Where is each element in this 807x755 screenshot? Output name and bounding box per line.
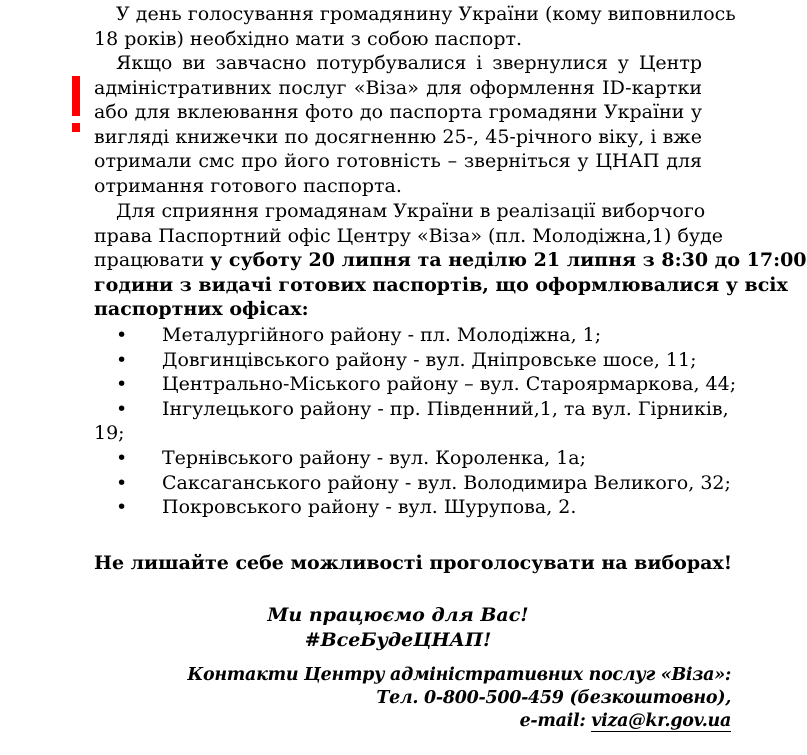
paragraph-line: вигляді книжечки по досягненню 25-, 45-річного віку, і вже — [94, 125, 702, 148]
bullet-icon: • — [116, 446, 128, 469]
exclamation-dot — [72, 123, 80, 132]
paragraph-line: У день голосування громадянину України (кому виповнилось — [116, 3, 736, 25]
list-item — [94, 372, 737, 397]
list-item — [94, 348, 702, 373]
contacts-phone: Тел. 0-800-500-459 (безкоштовно), — [376, 688, 731, 708]
list-item — [94, 323, 702, 348]
paragraph-line: адміністративних послуг «Віза» для оформлення ID-картки — [94, 76, 702, 99]
office-address: Тернівського району - вул. Короленка, 1а; — [162, 446, 587, 469]
bullet-icon: • — [116, 348, 128, 371]
passport-offices-list — [94, 323, 737, 520]
exclamation-mark-icon — [72, 76, 80, 132]
paragraph-line: паспортних офісах: — [94, 298, 309, 321]
hours-lead-text: працювати — [94, 249, 211, 272]
paragraph-line: Якщо ви завчасно потурбувалися і звернулися у Центр — [116, 52, 702, 74]
paragraph-line: Для сприяння громадянам України в реалізації виборчого — [116, 200, 706, 222]
paragraph-passport-needed — [94, 2, 736, 51]
vote-callout: Не лишайте себе можливості проголосувати на виборах! — [94, 552, 733, 574]
paragraph-id-card-pickup — [94, 51, 702, 199]
hours-bold-text: у суботу 20 липня та неділю 21 липня з 8:30 до 17:00 — [210, 249, 807, 272]
office-address: Саксаганського району - вул. Володимира Великого, 32; — [162, 471, 731, 494]
slogan-hashtag: #ВсеБудеЦНАП! — [304, 629, 492, 651]
exclamation-bar — [72, 76, 80, 116]
office-address: Інгулецького району - пр. Південний,1, та вул. Гірників, — [162, 397, 729, 420]
email-label: e-mail: — [519, 711, 592, 731]
office-address: Довгинцівського району - вул. Дніпровське шосе, 11; — [162, 348, 697, 371]
office-address: Центрально-Міського району – вул. Староярмаркова, 44; — [162, 373, 737, 396]
bullet-icon: • — [116, 397, 128, 420]
paragraph-line: або для вклеювання фото до паспорта громадяни України у — [94, 101, 702, 124]
contacts-heading: Контакти Центру адміністративних послуг «Віза»: — [187, 665, 731, 685]
slogan-we-work: Ми працюємо для Вас! — [267, 604, 529, 626]
bullet-icon: • — [116, 324, 128, 346]
contacts-email — [131, 709, 731, 734]
list-item — [94, 446, 702, 471]
paragraph-line: 18 років) необхідно мати з собою паспорт. — [94, 27, 523, 50]
paragraph-line: отримання готового паспорта. — [94, 174, 402, 197]
bullet-icon: • — [116, 373, 128, 396]
office-address-continuation: 19; — [94, 422, 125, 445]
list-item — [94, 495, 702, 520]
paragraph-line-hours — [94, 248, 807, 273]
list-item — [94, 397, 729, 446]
paragraph-line: отримали смс про його готовність – зверніться у ЦНАП для — [94, 150, 702, 173]
paragraph-line: години з видачі готових паспортів, що оформлювалися у всіх — [94, 273, 788, 296]
paragraph-working-hours — [94, 199, 807, 322]
office-address: Покровського району - вул. Шурупова, 2. — [162, 496, 577, 519]
list-item — [94, 471, 731, 496]
office-address: Металургійного району - пл. Молодіжна, 1; — [162, 324, 602, 346]
bullet-icon: • — [116, 496, 128, 519]
bullet-icon: • — [116, 471, 128, 494]
email-link[interactable]: viza@kr.gov.ua — [591, 711, 731, 731]
paragraph-line: права Паспортний офіс Центру «Віза» (пл. Молодіжна,1) буде — [94, 224, 724, 247]
